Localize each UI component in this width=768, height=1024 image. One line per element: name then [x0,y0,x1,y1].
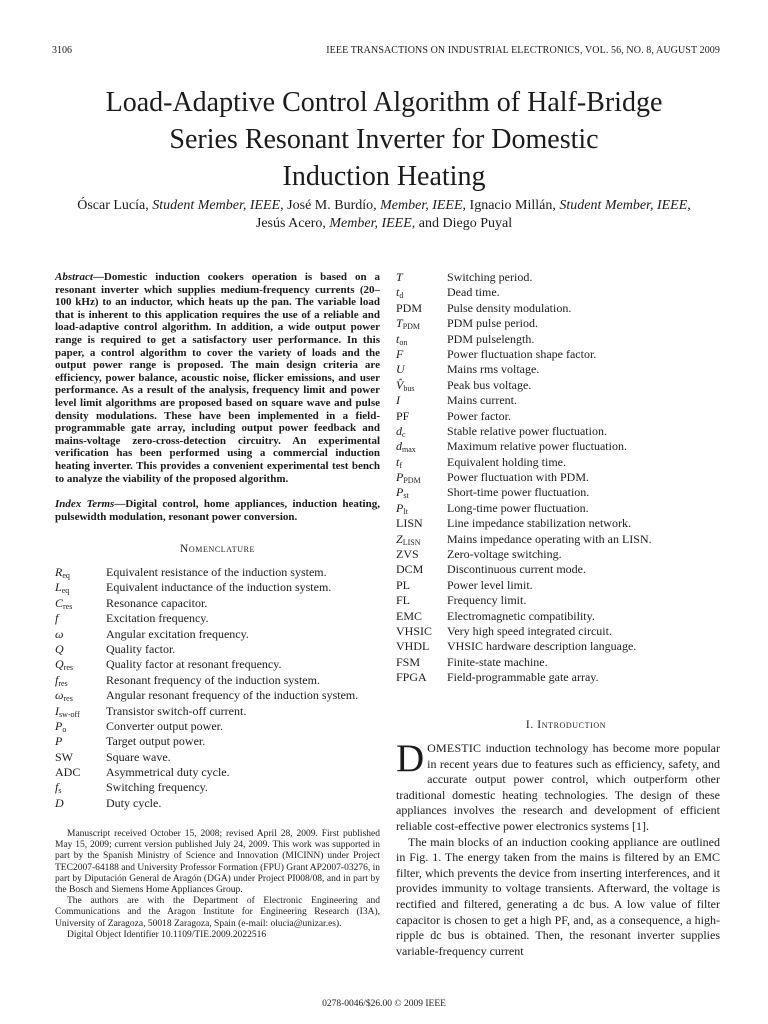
author-role: Member, IEEE [380,198,463,213]
nomenclature-symbol: $Q_{res}$ [55,657,73,673]
nomenclature-entry [55,780,385,795]
nomenclature-description: Electromagnetic compatibility. [447,608,595,623]
nomenclature-entry [55,688,385,703]
nomenclature-symbol: $d_c$ [396,423,406,439]
nomenclature-symbol: EMC [396,608,423,623]
nomenclature-entry [55,719,385,734]
nomenclature-description: VHSIC hardware description language. [447,639,637,654]
author-role: Student Member, IEEE [152,198,281,213]
nomenclature-entry [396,655,736,670]
nomenclature-symbol: SW [55,749,73,764]
nomenclature-symbol: $L_{eq}$ [55,580,70,596]
footnote-affiliation: The authors are with the Department of Electronic Engineering and Communications and the Aragon Institute for Engineering Research (I3A), University of Zaragoza, 50018 Zaragoza, Spain (e-mail: olucia@unizar.es). [55,896,380,929]
nomenclature-symbol: DCM [396,562,424,577]
footnote-manuscript: Manuscript received October 15, 2008; revised April 28, 2009. First published May 15, 2009; current version published July 24, 2009. This work was supported in part by the Spanish Ministry of Science and Innovation (MICINN) under Project TEC2007-64188 and University Professor Formation (FPU) Grant AP2007-03276, in part by Diputación General de Aragón (DGA) under Project PI008/08, and in part by the Bosch and Siemens Home Appliances Group. [55,829,380,896]
nomenclature-symbol: $d_{max}$ [396,439,416,455]
nomenclature-symbol: $P_o$ [55,718,67,734]
author-name: , José M. Burdío, [280,198,381,213]
nomenclature-entry [396,285,736,300]
nomenclature-symbol: $P_{PDM}$ [396,470,421,486]
running-header: IEEE TRANSACTIONS ON INDUSTRIAL ELECTRONICS, VOL. 56, NO. 8, AUGUST 2009 [326,45,720,56]
nomenclature-entry [396,562,736,577]
nomenclature-entry [396,362,736,377]
nomenclature-symbol: ω [55,626,64,641]
nomenclature-symbol: $\omega_{res}$ [55,688,73,704]
nomenclature-entry [396,470,736,485]
nomenclature-entry [55,627,385,642]
nomenclature-entry [396,639,736,654]
nomenclature-entry [55,704,385,719]
title-line: Load-Adaptive Control Algorithm of Half-Bridge [105,87,663,118]
nomenclature-description: Line impedance stabilization network. [447,516,631,531]
nomenclature-description: Mains impedance operating with an LISN. [447,531,652,546]
intro-text: induction technology has become more popular in recent years due to features such as efficiency, safety, and accurate output power control, which outperform other traditional domestic heating technologies. The design of these appliances involves the research and development of efficient reliable cost-effective power electronics systems [1]. [396,741,720,833]
nomenclature-entry [55,611,385,626]
nomenclature-symbol: Q [55,641,64,656]
nomenclature-description: Discontinuous current mode. [447,562,586,577]
nomenclature-entry [55,580,385,595]
nomenclature-entry [396,332,736,347]
nomenclature-entry [55,642,385,657]
nomenclature-symbol: $P_{lt}$ [396,500,408,516]
nomenclature-description: Mains rms voltage. [447,362,540,377]
nomenclature-heading: Nomenclature [179,543,256,555]
nomenclature-entry [396,624,736,639]
nomenclature-description: Square wave. [106,749,171,764]
nomenclature-symbol: VHDL [396,639,430,654]
nomenclature-symbol: I [396,393,400,408]
nomenclature-description: Equivalent resistance of the induction system. [106,565,327,579]
intro-paragraph: The main blocks of an induction cooking appliance are outlined in Fig. 1. The energy taken from the mains is filtered by an EMC filter, which prevents the device from inserting interferences, and it provides immunity to voltage transients. Afterward, the voltage is rectified and filtered, generating a dc bus. A low value of filter capacitor is chosen to get a high PF, and, as a consequence, a high-ripple dc bus is obtained. Then, the resonant inverter supplies variable-frequency current [396,834,720,958]
nomenclature-entry [396,270,736,285]
nomenclature-symbol: D [55,795,64,810]
nomenclature-symbol: VHSIC [396,623,433,638]
nomenclature-symbol: $C_{res}$ [55,595,73,611]
nomenclature-description: PDM pulselength. [447,331,535,346]
nomenclature-entry [396,547,736,562]
nomenclature-description: Equivalent holding time. [447,454,566,469]
nomenclature-description: Field-programmable gate array. [447,670,599,685]
author-line-2 [30,215,738,233]
nomenclature-description: Asymmetrical duty cycle. [106,765,230,780]
nomenclature-symbol: $R_{eq}$ [55,565,70,580]
nomenclature-description: Long-time power fluctuation. [447,500,589,515]
nomenclature-entry [396,409,736,424]
nomenclature-entry [396,516,736,531]
paper-title [40,84,728,195]
nomenclature-symbol: $Z_{LISN}$ [396,531,421,547]
nomenclature-entry [396,393,736,408]
nomenclature-entry [396,316,736,331]
nomenclature-description: Power fluctuation with PDM. [447,470,589,485]
nomenclature-entry [396,609,736,624]
intro-paragraph [396,737,720,835]
nomenclature-symbol: T [396,270,403,284]
footnote-doi: Digital Object Identifier 10.1109/TIE.2009.2022516 [67,929,267,940]
nomenclature-description: Target output power. [106,734,206,749]
nomenclature-symbol: $P_{st}$ [396,485,409,501]
nomenclature-description: Angular excitation frequency. [106,626,249,641]
nomenclature-symbol: $t_f$ [396,454,403,470]
nomenclature-list-left [55,565,385,811]
nomenclature-description: Angular resonant frequency of the induction system. [106,688,359,703]
author-list [30,197,738,233]
nomenclature-symbol: $I_{sw-off}$ [55,703,80,719]
nomenclature-description: Short-time power fluctuation. [447,485,590,500]
nomenclature-entry [55,673,385,688]
author-name: , Ignacio Millán, [462,198,560,213]
abstract [55,271,380,485]
nomenclature-entry [396,439,736,454]
nomenclature-entry [396,424,736,439]
nomenclature-description: Duty cycle. [106,795,162,810]
abstract-text: —Domestic induction cookers operation is based on a resonant inverter which supplies medium-frequency currents (20–100 kHz) to an inductor, which heats up the pan. The variable load that is inherent to this application requires the use of a reliable and load-adaptive control algorithm. In addition, a wide output power range is required to get a satisfactory user performance. In this paper, a control algorithm to cover the variety of loads and the output power range is proposed. The main design criteria are efficiency, power balance, acoustic noise, flicker emissions, and user performance. As a result of the analysis, frequency limit and power level limit algorithms are proposed based on square wave and pulse density modulations. These have been implemented in a field-programmable gate array, including output power feedback and mains-voltage zero-cross-detection circuitry. An experimental verification has been performed using a commercial induction heating inverter. This provides a convenient experimental test bench to analyze the viability of the proposed algorithm. [55,271,380,485]
copyright: 0278-0046/$26.00 © 2009 IEEE [322,999,446,1009]
nomenclature-entry [396,455,736,470]
nomenclature-entry [55,765,385,780]
nomenclature-symbol: ZVS [396,547,419,562]
author-name: , and Diego Puyal [411,216,513,231]
index-terms-label: Index Terms [55,498,115,510]
nomenclature-list-right [396,270,736,686]
nomenclature-symbol: F [396,346,404,361]
nomenclature-symbol: PL [396,577,411,592]
nomenclature-description: Quality factor at resonant frequency. [106,657,282,672]
nomenclature-description: Power fluctuation shape factor. [447,346,597,361]
nomenclature-entry [396,301,736,316]
nomenclature-description: Resonant frequency of the induction system. [106,672,320,687]
nomenclature-symbol: FSM [396,654,421,669]
nomenclature-description: Peak bus voltage. [447,377,532,392]
nomenclature-symbol: FL [396,593,411,608]
nomenclature-symbol: LISN [396,516,423,531]
nomenclature-entry [396,485,736,500]
author-line-1 [30,197,738,215]
footnote [55,829,380,941]
author-name: Óscar Lucía, [77,198,153,213]
nomenclature-description: Quality factor. [106,641,176,656]
nomenclature-description: Frequency limit. [447,593,527,608]
nomenclature-symbol: PDM [396,300,423,315]
author-role: Student Member, IEEE [559,198,688,213]
nomenclature-description: Finite-state machine. [447,654,548,669]
nomenclature-entry [55,657,385,672]
nomenclature-description: Mains current. [447,393,517,408]
nomenclature-symbol: f [55,611,59,626]
nomenclature-entry [55,750,385,765]
nomenclature-symbol: $t_{on}$ [396,331,408,347]
nomenclature-entry [396,593,736,608]
nomenclature-description: Zero-voltage switching. [447,547,562,562]
nomenclature-description: Power factor. [447,408,511,423]
nomenclature-symbol: U [396,362,405,377]
nomenclature-description: Converter output power. [106,718,223,733]
nomenclature-description: Resonance capacitor. [106,595,208,610]
nomenclature-description: Excitation frequency. [106,611,209,626]
author-punct: , [687,198,691,213]
nomenclature-description: PDM pulse period. [447,316,538,331]
nomenclature-description: Maximum relative power fluctuation. [447,439,627,454]
nomenclature-entry [396,378,736,393]
nomenclature-symbol: $V̂_{bus}$ [396,377,415,393]
nomenclature-entry [396,670,736,685]
introduction-body [396,737,720,959]
nomenclature-entry [55,796,385,811]
nomenclature-entry [396,578,736,593]
title-line: Induction Heating [282,161,486,192]
index-terms [55,498,380,524]
nomenclature-symbol: PF [396,408,410,423]
nomenclature-description: Pulse density modulation. [447,300,572,315]
section-heading: I. Introduction [525,719,607,731]
intro-caps: OMESTIC [427,741,482,755]
nomenclature-entry [396,347,736,362]
nomenclature-symbol: ADC [55,765,81,780]
page-number: 3106 [52,45,72,56]
author-role: Member, IEEE [329,216,412,231]
nomenclature-symbol: $T_{PDM}$ [396,316,421,332]
index-terms-text: —Digital control, home appliances, induction heating, pulsewidth modulation, resonant power conversion. [55,498,380,523]
nomenclature-entry [55,565,385,580]
nomenclature-description: Equivalent inductance of the induction system. [106,580,332,595]
nomenclature-description: Dead time. [447,285,500,300]
nomenclature-symbol: P [55,734,63,749]
nomenclature-entry [396,501,736,516]
title-line: Series Resonant Inverter for Domestic [169,124,599,155]
nomenclature-entry [55,734,385,749]
author-name: Jesús Acero, [255,216,330,231]
nomenclature-description: Power level limit. [447,577,533,592]
nomenclature-description: Very high speed integrated circuit. [447,623,612,638]
nomenclature-entry [55,596,385,611]
nomenclature-description: Switching frequency. [106,780,208,795]
nomenclature-description: Switching period. [447,270,533,284]
abstract-label: Abstract [55,271,93,283]
nomenclature-symbol: $f_s$ [55,780,62,796]
nomenclature-symbol: $t_d$ [396,285,404,301]
nomenclature-entry [396,532,736,547]
nomenclature-description: Stable relative power fluctuation. [447,423,607,438]
nomenclature-symbol: FPGA [396,670,427,685]
nomenclature-symbol: $f_{res}$ [55,672,68,688]
nomenclature-description: Transistor switch-off current. [106,703,247,718]
drop-cap: D [396,737,425,780]
